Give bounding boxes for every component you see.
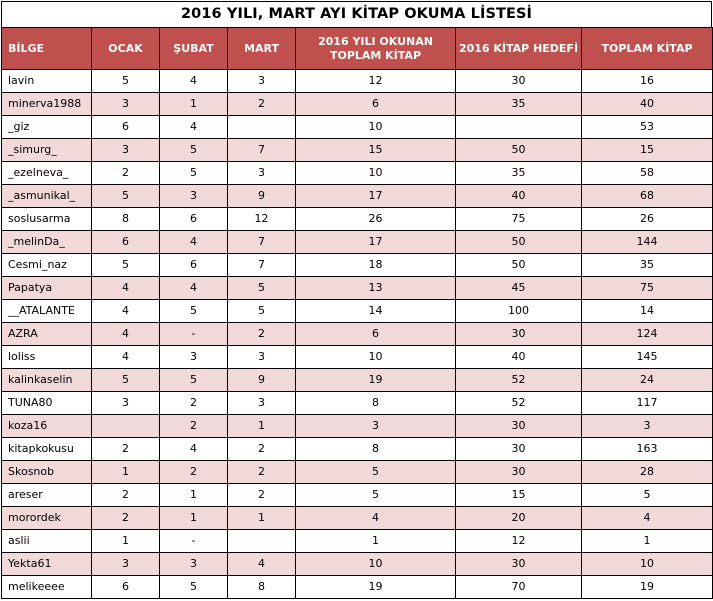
cell-ocak[interactable]: 1: [92, 461, 160, 484]
cell-total-books[interactable]: 28: [582, 461, 713, 484]
table-row: [2, 576, 713, 599]
table-row: [2, 530, 713, 553]
cell-goal[interactable]: 30: [456, 415, 582, 438]
cell-total-books[interactable]: 75: [582, 277, 713, 300]
cell-name[interactable]: soslusarma: [2, 208, 92, 231]
cell-ocak[interactable]: 3: [92, 553, 160, 576]
cell-name[interactable]: Skosnob: [2, 461, 92, 484]
table-body: [2, 70, 713, 599]
cell-ocak[interactable]: 4: [92, 277, 160, 300]
cell-total-books[interactable]: 1: [582, 530, 713, 553]
cell-mart[interactable]: 8: [228, 576, 296, 599]
table-row: [2, 392, 713, 415]
cell-ocak[interactable]: 4: [92, 346, 160, 369]
cell-total-read[interactable]: 6: [296, 93, 456, 116]
cell-mart[interactable]: 3: [228, 70, 296, 93]
cell-name[interactable]: TUNA80: [2, 392, 92, 415]
cell-goal[interactable]: 100: [456, 300, 582, 323]
cell-subat[interactable]: 3: [160, 185, 228, 208]
cell-name[interactable]: _simurg_: [2, 139, 92, 162]
cell-total-books[interactable]: 14: [582, 300, 713, 323]
cell-total-read[interactable]: 19: [296, 369, 456, 392]
cell-ocak[interactable]: 6: [92, 576, 160, 599]
cell-name[interactable]: areser: [2, 484, 92, 507]
cell-name[interactable]: _ezelneva_: [2, 162, 92, 185]
cell-ocak[interactable]: 5: [92, 185, 160, 208]
cell-name[interactable]: morordek: [2, 507, 92, 530]
cell-name[interactable]: koza16: [2, 415, 92, 438]
table-row: [2, 231, 713, 254]
cell-mart[interactable]: 2: [228, 93, 296, 116]
cell-ocak[interactable]: 4: [92, 323, 160, 346]
cell-total-read[interactable]: 4: [296, 507, 456, 530]
header-row: [2, 28, 713, 70]
table-row: [2, 300, 713, 323]
cell-subat[interactable]: -: [160, 530, 228, 553]
table-row: [2, 116, 713, 139]
cell-mart[interactable]: 1: [228, 507, 296, 530]
cell-total-books[interactable]: 40: [582, 93, 713, 116]
cell-ocak[interactable]: 3: [92, 392, 160, 415]
table-row: [2, 484, 713, 507]
cell-subat[interactable]: 3: [160, 346, 228, 369]
cell-ocak[interactable]: 5: [92, 254, 160, 277]
cell-total-read[interactable]: 26: [296, 208, 456, 231]
cell-goal[interactable]: 40: [456, 346, 582, 369]
cell-total-read[interactable]: 13: [296, 277, 456, 300]
reading-table: [1, 27, 713, 599]
table-row: [2, 415, 713, 438]
cell-total-books[interactable]: 35: [582, 254, 713, 277]
cell-name[interactable]: aslii: [2, 530, 92, 553]
cell-mart[interactable]: [228, 116, 296, 139]
cell-goal[interactable]: 30: [456, 323, 582, 346]
cell-ocak[interactable]: [92, 415, 160, 438]
cell-total-books[interactable]: 53: [582, 116, 713, 139]
cell-subat[interactable]: 1: [160, 93, 228, 116]
cell-mart[interactable]: 12: [228, 208, 296, 231]
cell-subat[interactable]: 4: [160, 277, 228, 300]
cell-ocak[interactable]: 2: [92, 484, 160, 507]
cell-goal[interactable]: 50: [456, 254, 582, 277]
cell-total-read[interactable]: 12: [296, 70, 456, 93]
cell-name[interactable]: kitapkokusu: [2, 438, 92, 461]
cell-total-books[interactable]: 10: [582, 553, 713, 576]
table-row: [2, 277, 713, 300]
cell-total-books[interactable]: 144: [582, 231, 713, 254]
table-row: [2, 507, 713, 530]
cell-total-books[interactable]: 5: [582, 484, 713, 507]
cell-goal[interactable]: 50: [456, 139, 582, 162]
sheet-title: 2016 YILI, MART AYI KİTAP OKUMA LİSTESİ: [1, 1, 712, 27]
cell-mart[interactable]: 2: [228, 461, 296, 484]
cell-name[interactable]: AZRA: [2, 323, 92, 346]
cell-subat[interactable]: 5: [160, 300, 228, 323]
cell-mart[interactable]: 1: [228, 415, 296, 438]
cell-mart[interactable]: 7: [228, 254, 296, 277]
cell-subat[interactable]: 5: [160, 139, 228, 162]
cell-total-books[interactable]: 117: [582, 392, 713, 415]
cell-total-read[interactable]: 10: [296, 162, 456, 185]
cell-total-read[interactable]: 10: [296, 346, 456, 369]
cell-subat[interactable]: 6: [160, 208, 228, 231]
cell-total-read[interactable]: 6: [296, 323, 456, 346]
table-row: [2, 162, 713, 185]
cell-subat[interactable]: 1: [160, 484, 228, 507]
cell-subat[interactable]: 4: [160, 231, 228, 254]
cell-ocak[interactable]: 4: [92, 300, 160, 323]
cell-name[interactable]: minerva1988: [2, 93, 92, 116]
cell-name[interactable]: melikeeee: [2, 576, 92, 599]
cell-mart[interactable]: 7: [228, 231, 296, 254]
table-row: [2, 461, 713, 484]
cell-total-books[interactable]: 4: [582, 507, 713, 530]
cell-subat[interactable]: 2: [160, 415, 228, 438]
cell-goal[interactable]: 45: [456, 277, 582, 300]
cell-mart[interactable]: 3: [228, 392, 296, 415]
cell-total-read[interactable]: 18: [296, 254, 456, 277]
cell-mart[interactable]: [228, 530, 296, 553]
cell-subat[interactable]: 2: [160, 461, 228, 484]
cell-name[interactable]: _asmunikal_: [2, 185, 92, 208]
col-header-goal[interactable]: 2016 KİTAP HEDEFİ: [456, 28, 582, 70]
table-row: [2, 369, 713, 392]
table-row: [2, 185, 713, 208]
cell-total-read[interactable]: 15: [296, 139, 456, 162]
cell-total-books[interactable]: 3: [582, 415, 713, 438]
cell-mart[interactable]: 2: [228, 323, 296, 346]
table-row: [2, 346, 713, 369]
cell-subat[interactable]: 4: [160, 70, 228, 93]
cell-subat[interactable]: 5: [160, 576, 228, 599]
cell-total-read[interactable]: 8: [296, 392, 456, 415]
cell-mart[interactable]: 5: [228, 277, 296, 300]
cell-subat[interactable]: 3: [160, 553, 228, 576]
cell-subat[interactable]: 5: [160, 162, 228, 185]
cell-goal[interactable]: 30: [456, 553, 582, 576]
cell-ocak[interactable]: 2: [92, 507, 160, 530]
col-header-total-read[interactable]: 2016 YILI OKUNAN TOPLAM KİTAP: [296, 28, 456, 70]
cell-ocak[interactable]: 5: [92, 369, 160, 392]
col-header-ocak[interactable]: OCAK: [92, 28, 160, 70]
cell-goal[interactable]: 52: [456, 392, 582, 415]
cell-name[interactable]: __ATALANTE: [2, 300, 92, 323]
cell-ocak[interactable]: 6: [92, 116, 160, 139]
cell-goal[interactable]: 12: [456, 530, 582, 553]
cell-subat[interactable]: 1: [160, 507, 228, 530]
cell-total-read[interactable]: 17: [296, 231, 456, 254]
cell-goal[interactable]: 35: [456, 93, 582, 116]
cell-ocak[interactable]: 3: [92, 93, 160, 116]
cell-goal[interactable]: 30: [456, 461, 582, 484]
cell-goal[interactable]: 40: [456, 185, 582, 208]
cell-total-read[interactable]: 10: [296, 553, 456, 576]
table-row: [2, 553, 713, 576]
table-row: [2, 70, 713, 93]
cell-subat[interactable]: -: [160, 323, 228, 346]
cell-goal[interactable]: 35: [456, 162, 582, 185]
cell-total-read[interactable]: 10: [296, 116, 456, 139]
table-row: [2, 254, 713, 277]
cell-total-books[interactable]: 145: [582, 346, 713, 369]
col-header-bilge[interactable]: BİLGE: [2, 28, 92, 70]
cell-goal[interactable]: 50: [456, 231, 582, 254]
cell-total-books[interactable]: 58: [582, 162, 713, 185]
cell-total-books[interactable]: 124: [582, 323, 713, 346]
cell-name[interactable]: _giz: [2, 116, 92, 139]
cell-total-books[interactable]: 68: [582, 185, 713, 208]
cell-subat[interactable]: 5: [160, 369, 228, 392]
cell-name[interactable]: lavin: [2, 70, 92, 93]
cell-subat[interactable]: 6: [160, 254, 228, 277]
cell-mart[interactable]: 2: [228, 484, 296, 507]
cell-ocak[interactable]: 6: [92, 231, 160, 254]
table-row: [2, 93, 713, 116]
cell-goal[interactable]: 30: [456, 438, 582, 461]
reading-list-sheet: [1, 1, 712, 599]
cell-goal[interactable]: 75: [456, 208, 582, 231]
cell-subat[interactable]: 2: [160, 392, 228, 415]
col-header-total-books[interactable]: TOPLAM KİTAP: [582, 28, 713, 70]
cell-goal[interactable]: 30: [456, 70, 582, 93]
cell-total-books[interactable]: 16: [582, 70, 713, 93]
col-header-subat[interactable]: ŞUBAT: [160, 28, 228, 70]
cell-total-read[interactable]: 1: [296, 530, 456, 553]
cell-mart[interactable]: 5: [228, 300, 296, 323]
cell-ocak[interactable]: 3: [92, 139, 160, 162]
cell-total-books[interactable]: 24: [582, 369, 713, 392]
cell-goal[interactable]: [456, 116, 582, 139]
cell-name[interactable]: Cesmi_naz: [2, 254, 92, 277]
cell-name[interactable]: kalinkaselin: [2, 369, 92, 392]
cell-name[interactable]: Papatya: [2, 277, 92, 300]
cell-goal[interactable]: 20: [456, 507, 582, 530]
cell-name[interactable]: _melinDa_: [2, 231, 92, 254]
cell-total-read[interactable]: 3: [296, 415, 456, 438]
table-row: [2, 323, 713, 346]
cell-goal[interactable]: 15: [456, 484, 582, 507]
table-row: [2, 139, 713, 162]
cell-name[interactable]: Yekta61: [2, 553, 92, 576]
cell-mart[interactable]: 2: [228, 438, 296, 461]
cell-mart[interactable]: 9: [228, 369, 296, 392]
cell-mart[interactable]: 3: [228, 346, 296, 369]
cell-name[interactable]: loliss: [2, 346, 92, 369]
cell-ocak[interactable]: 1: [92, 530, 160, 553]
cell-ocak[interactable]: 2: [92, 438, 160, 461]
col-header-mart[interactable]: MART: [228, 28, 296, 70]
cell-mart[interactable]: 4: [228, 553, 296, 576]
cell-goal[interactable]: 70: [456, 576, 582, 599]
table-row: [2, 438, 713, 461]
cell-total-books[interactable]: 15: [582, 139, 713, 162]
cell-total-books[interactable]: 19: [582, 576, 713, 599]
cell-mart[interactable]: 3: [228, 162, 296, 185]
cell-total-books[interactable]: 163: [582, 438, 713, 461]
cell-ocak[interactable]: 8: [92, 208, 160, 231]
cell-total-read[interactable]: 8: [296, 438, 456, 461]
cell-total-read[interactable]: 14: [296, 300, 456, 323]
cell-total-read[interactable]: 17: [296, 185, 456, 208]
cell-mart[interactable]: 7: [228, 139, 296, 162]
table-row: [2, 208, 713, 231]
cell-ocak[interactable]: 5: [92, 70, 160, 93]
cell-subat[interactable]: 4: [160, 116, 228, 139]
cell-goal[interactable]: 52: [456, 369, 582, 392]
cell-total-read[interactable]: 5: [296, 461, 456, 484]
cell-subat[interactable]: 4: [160, 438, 228, 461]
cell-mart[interactable]: 9: [228, 185, 296, 208]
cell-ocak[interactable]: 2: [92, 162, 160, 185]
cell-total-read[interactable]: 19: [296, 576, 456, 599]
cell-total-read[interactable]: 5: [296, 484, 456, 507]
cell-total-books[interactable]: 26: [582, 208, 713, 231]
